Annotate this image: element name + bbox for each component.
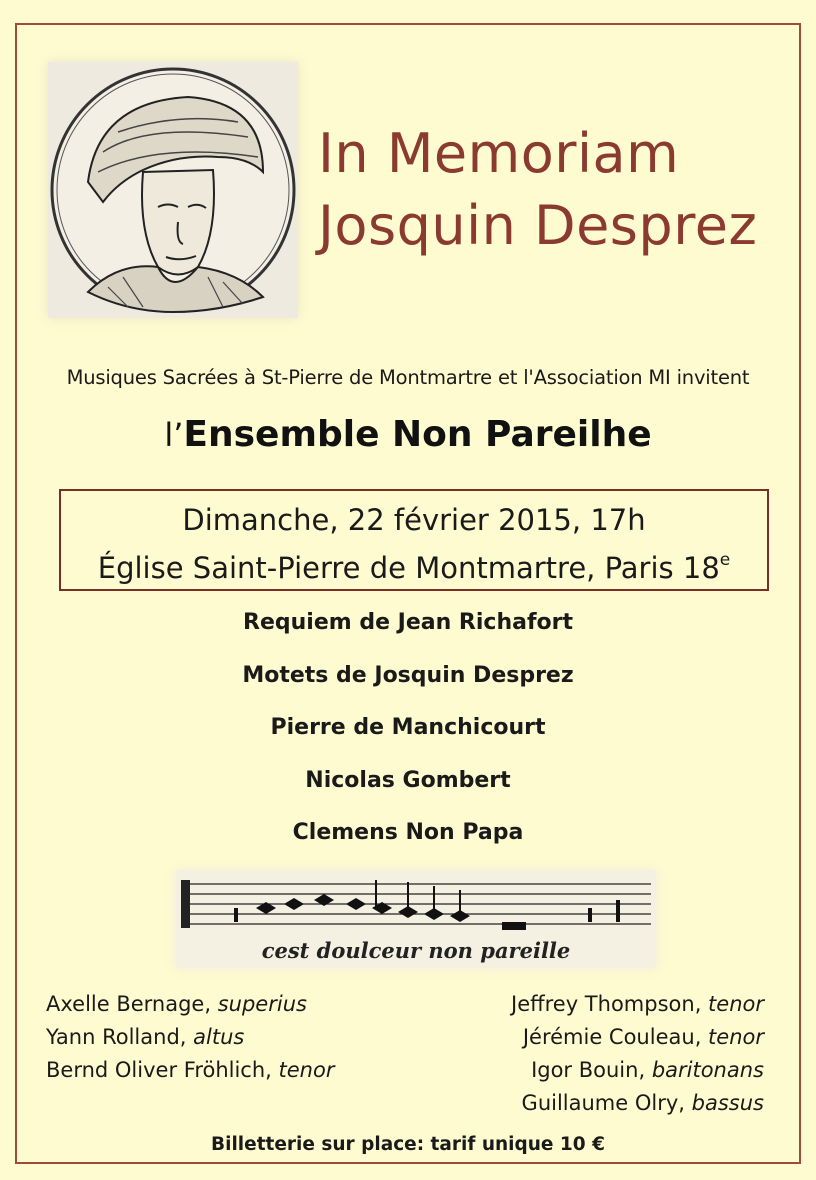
ensemble-prefix: l’ (164, 416, 184, 454)
performer-voice: tenor (708, 1025, 764, 1049)
performer-row: Bernd Oliver Fröhlich, tenor (46, 1058, 335, 1082)
performer-name: Jeffrey Thompson (511, 992, 695, 1016)
performer-name: Igor Bouin (531, 1058, 639, 1082)
program-item: Requiem de Jean Richafort (243, 610, 573, 635)
poster-title (318, 118, 808, 262)
performer-voice: superius (217, 992, 307, 1016)
ticket-info: Billetterie sur place: tarif unique 10 € (211, 1134, 605, 1155)
performers-left (46, 988, 334, 1087)
performer-name: Guillaume Olry (521, 1091, 679, 1115)
performer-voice: baritonans (651, 1058, 764, 1082)
program-item: Nicolas Gombert (305, 767, 511, 793)
title-line-2: Josquin Desprez (318, 194, 758, 257)
performer-voice: bassus (691, 1091, 764, 1115)
event-date-time: Dimanche, 22 février 2015, 17h (182, 503, 646, 537)
performer-voice: tenor (278, 1058, 335, 1082)
josquin-portrait-image (48, 62, 298, 318)
performer-row: Igor Bouin, baritonans (531, 1058, 764, 1082)
performer-name: Yann Rolland (46, 1025, 180, 1049)
performer-row: Axelle Bernage, superius (46, 992, 307, 1016)
performers-right (511, 988, 764, 1120)
ensemble-name: Ensemble Non Pareilhe (183, 414, 652, 455)
presenters-text: Musiques Sacrées à St-Pierre de Montmartre et l'Association MI invitent (66, 366, 750, 389)
performer-voice: tenor (708, 992, 764, 1016)
performer-voice: altus (193, 1025, 245, 1049)
music-lyric: cest doulceur non pareille (261, 938, 571, 963)
title-line-1: In Memoriam (318, 122, 680, 185)
event-venue (61, 540, 767, 588)
performer-row: Yann Rolland, altus (46, 1025, 245, 1049)
performer-name: Jérémie Couleau (522, 1025, 695, 1049)
performer-row: Jeffrey Thompson, tenor (511, 992, 764, 1016)
program-item: Clemens Non Papa (292, 820, 524, 845)
event-venue-text: Église Saint-Pierre de Montmartre, Paris 18 (97, 551, 720, 585)
performer-name: Axelle Bernage (46, 992, 205, 1016)
performer-row: Jérémie Couleau, tenor (522, 1025, 764, 1049)
program-list (0, 606, 816, 869)
performer-row: Guillaume Olry, bassus (521, 1091, 764, 1115)
program-item: Motets de Josquin Desprez (242, 662, 574, 688)
music-manuscript-image (176, 870, 656, 968)
ensemble-heading (0, 414, 816, 455)
event-info-box (59, 489, 769, 591)
event-venue-superscript: e (719, 550, 731, 570)
program-item: Pierre de Manchicourt (270, 715, 546, 740)
performer-name: Bernd Oliver Fröhlich (46, 1058, 266, 1082)
